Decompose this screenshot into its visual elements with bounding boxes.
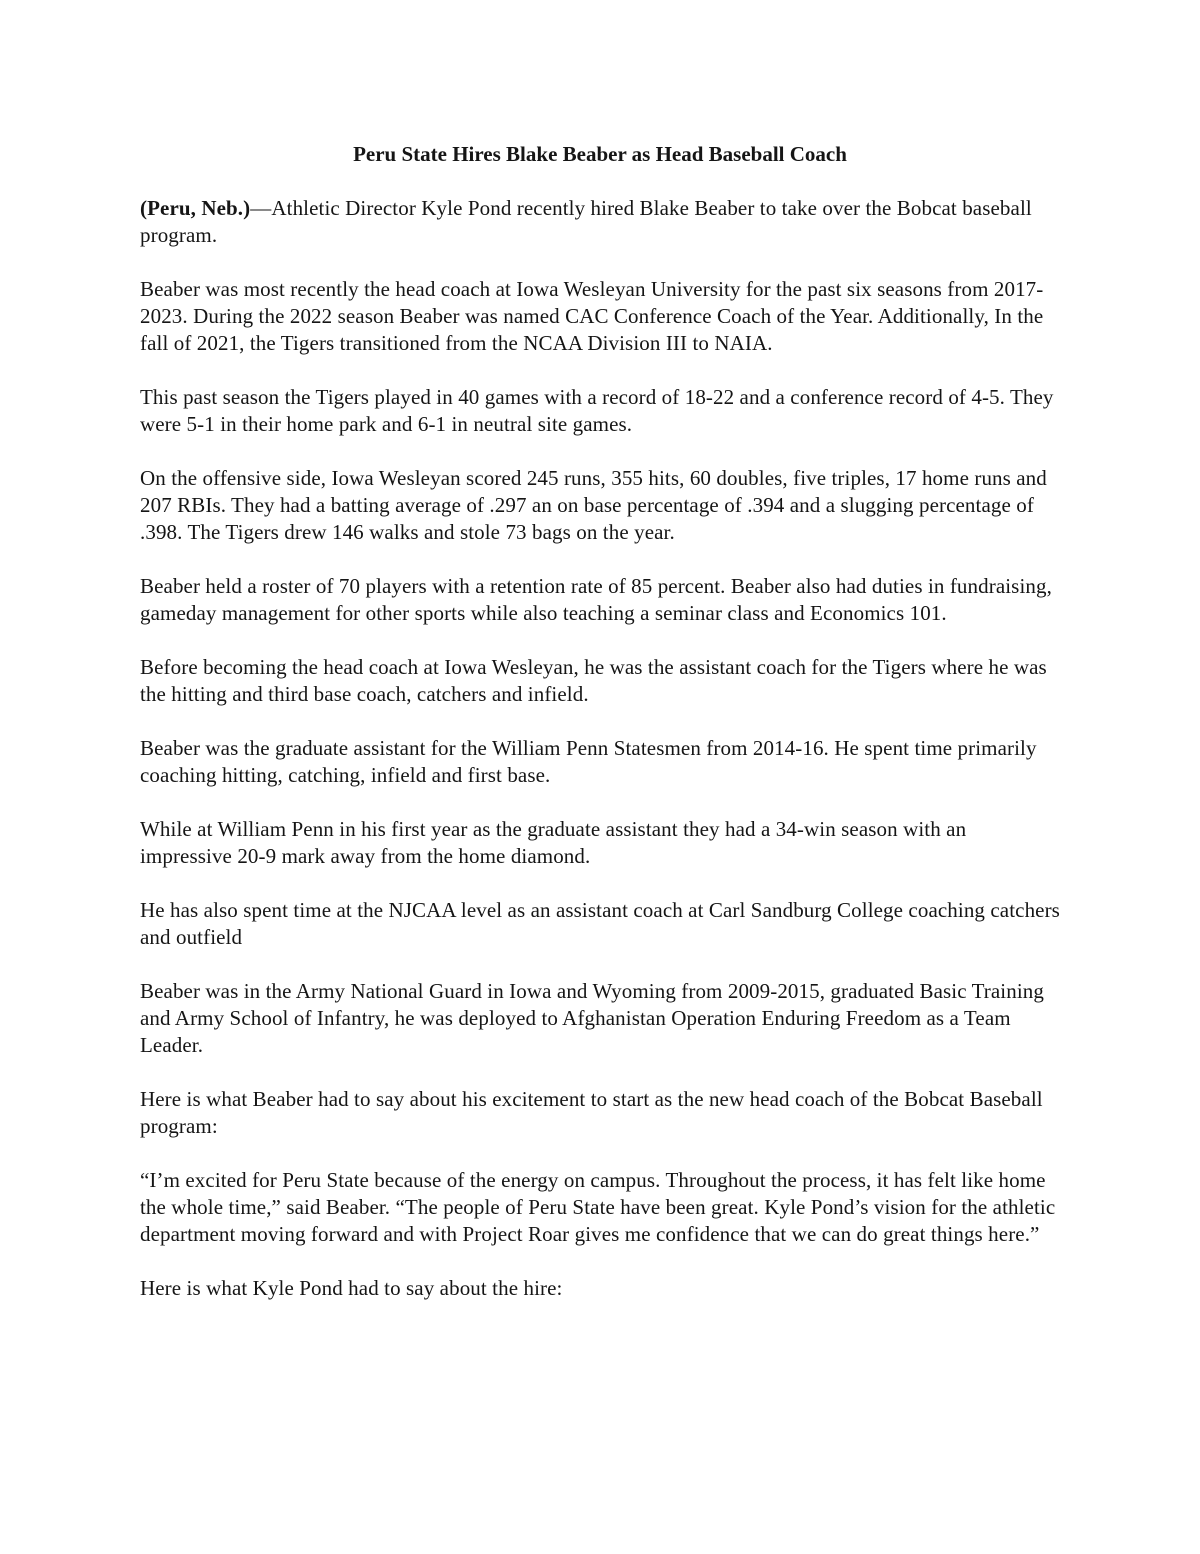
document-title: Peru State Hires Blake Beaber as Head Baseball Coach — [353, 142, 847, 166]
paragraph-text: —Athletic Director Kyle Pond recently hired Blake Beaber to take over the Bobcat baseball program. — [140, 196, 1032, 247]
paragraph: Beaber was in the Army National Guard in Iowa and Wyoming from 2009-2015, graduated Basic Training and Army School of Infantry, he was deployed to Afghanistan Operation Enduring Freedom as a Team Leader. — [140, 979, 1044, 1057]
paragraph: He has also spent time at the NJCAA level as an assistant coach at Carl Sandburg College coaching catchers and outfield — [140, 898, 1060, 949]
paragraph: Here is what Beaber had to say about his excitement to start as the new head coach of the Bobcat Baseball program: — [140, 1087, 1043, 1138]
paragraph: Before becoming the head coach at Iowa Wesleyan, he was the assistant coach for the Tigers where he was the hitting and third base coach, catchers and infield. — [140, 655, 1047, 706]
paragraph: “I’m excited for Peru State because of the energy on campus. Throughout the process, it has felt like home the whole time,” said Beaber. “The people of Peru State have been great. Kyle Pond’s vision for the athletic department moving forward and with Project Roar gives me confidence that we can do great things here.” — [140, 1168, 1056, 1246]
paragraph: Beaber was most recently the head coach at Iowa Wesleyan University for the past six seasons from 2017-2023. During the 2022 season Beaber was named CAC Conference Coach of the Year. Additionally, In the fall of 2021, the Tigers transitioned from the NCAA Division III to NAIA. — [140, 277, 1044, 355]
paragraph: Beaber held a roster of 70 players with a retention rate of 85 percent. Beaber also had duties in fundraising, gameday management for other sports while also teaching a seminar class and Economics 101. — [140, 574, 1052, 625]
dateline-bold: (Peru, Neb.) — [140, 196, 251, 220]
document-body — [140, 195, 1060, 1302]
paragraph: While at William Penn in his first year as the graduate assistant they had a 34-win season with an impressive 20-9 mark away from the home diamond. — [140, 817, 967, 868]
paragraph-dateline — [140, 195, 1060, 249]
paragraph: Here is what Kyle Pond had to say about the hire: — [140, 1276, 563, 1300]
paragraph: On the offensive side, Iowa Wesleyan scored 245 runs, 355 hits, 60 doubles, five triples, 17 home runs and 207 RBIs. They had a batting average of .297 an on base percentage of .394 and a slugging percentage of .398. The Tigers drew 146 walks and stole 73 bags on the year. — [140, 466, 1047, 544]
paragraph: This past season the Tigers played in 40 games with a record of 18-22 and a conference record of 4-5. They were 5-1 in their home park and 6-1 in neutral site games. — [140, 385, 1054, 436]
paragraph: Beaber was the graduate assistant for the William Penn Statesmen from 2014-16. He spent time primarily coaching hitting, catching, infield and first base. — [140, 736, 1037, 787]
